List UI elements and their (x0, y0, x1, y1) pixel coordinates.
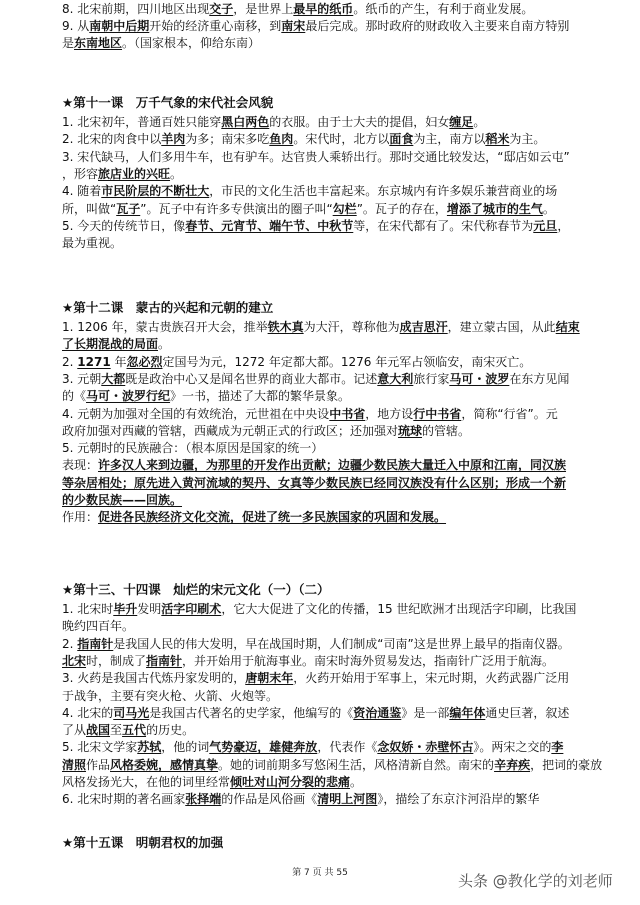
text-segment: 1. 北宋初年，普通百姓只能穿 (62, 115, 222, 129)
text-segment: 旅行家 (413, 372, 450, 386)
text-segment: ，并开始用于航海事业。南宋时海外贸易发达，指南针广泛用于航海。 (182, 654, 555, 668)
text-line (62, 619, 616, 634)
text-segment: 8. 北宋前期，四川地区出现 (62, 2, 210, 16)
text-segment: 的衣服。由于士大夫的提倡，妇女 (269, 115, 450, 129)
text-segment: 3. 宋代缺马，人们多用牛车，也有驴车。达官贵人乘轿出行。那时交通比较发达，“邸店如云屯” (62, 150, 570, 164)
key-term: 勾栏 (332, 202, 357, 216)
text-segment: 通史巨著，叙述 (485, 706, 570, 720)
text-segment: 为主。 (509, 132, 546, 146)
text-segment: ，它大大促进了文化的传播，15 世纪欧洲才出现活字印刷，比我国 (221, 602, 577, 616)
text-segment: 5. 元朝时的民族融合：（根本原因是国家的统一） (62, 441, 324, 455)
text-segment: 发明 (137, 602, 162, 616)
key-term: 许多汉人来到边疆，为那里的开发作出贡献；边疆少数民族大量迁入中原和江南，同汉族 (98, 458, 567, 472)
lesson-heading: ★第十五课 明朝君权的加强 (62, 835, 224, 850)
text-segment: 。 (542, 202, 555, 216)
text-segment: 。 (158, 337, 171, 351)
key-term: 交子 (209, 2, 234, 16)
key-term: 最早的纸币 (293, 2, 354, 16)
text-segment: 3. 火药是我国古代炼丹家发明的， (62, 671, 246, 685)
text-segment: 开始的经济重心南移，到 (149, 19, 282, 33)
text-segment: 的管辖。 (422, 424, 471, 438)
text-segment: 的《 (62, 389, 87, 403)
text-segment: 于战争，主要有突火枪、火箭、火炮等。 (62, 689, 279, 703)
key-term: 南朝中后期 (89, 19, 150, 33)
lesson-heading: ★第十二课 蒙古的兴起和元朝的建立 (62, 300, 274, 315)
text-segment: 1. 1206 年，蒙古贵族召开大会，推举 (62, 320, 268, 334)
key-term: 清照 (62, 758, 87, 772)
key-term: 瓦子 (116, 202, 141, 216)
text-segment: 。宋代时，北方以 (293, 132, 390, 146)
text-segment: 最为重视。 (62, 236, 123, 250)
text-line (62, 424, 616, 439)
text-segment: 既是政治中心又是闻名世界的商业大都市。记述 (125, 372, 378, 386)
key-term: 战国 (86, 723, 111, 737)
text-segment: 。她的词前期多写悠闲生活，风格清新自然。南宋的 (218, 758, 495, 772)
key-term: 忽必烈 (126, 355, 163, 369)
text-segment: ， (557, 219, 570, 233)
key-term: 李 (551, 740, 564, 754)
text-line (62, 637, 616, 652)
text-segment: 5. 北宋文学家 (62, 740, 138, 754)
text-segment: 4. 北宋的 (62, 706, 114, 720)
text-segment: 作用： (62, 510, 99, 524)
text-segment: 在东方见闻 (509, 372, 570, 386)
text-line (62, 407, 616, 422)
key-term: 春节、元宵节、端午节、中秋节 (185, 219, 354, 233)
text-line (62, 2, 616, 17)
key-term: 成吉思汗 (399, 320, 448, 334)
key-term: 倾吐对山河分裂的悲痛 (230, 775, 351, 789)
text-segment: 的作品是风俗画《 (221, 792, 318, 806)
text-segment: 2. (62, 637, 78, 651)
text-segment: 是我国人民的伟大发明，早在战国时期，人们制成“司南”这是世界上最早的指南仪器。 (113, 637, 570, 651)
key-term: 元旦 (533, 219, 558, 233)
text-segment: 为主，南方以 (413, 132, 486, 146)
text-segment: 4. 随着 (62, 184, 102, 198)
text-segment: ，市民的文化生活也丰富起来。东京城内有许多娱乐兼营商业的场 (209, 184, 558, 198)
lesson-heading: ★第十一课 万千气象的宋代社会风貌 (62, 95, 274, 110)
text-segment: ，他的词 (161, 740, 210, 754)
page-footer: 第 7 页 共 55 (292, 868, 348, 878)
key-term: 市民阶层的不断壮大 (101, 184, 210, 198)
key-term: 编年体 (449, 706, 486, 720)
key-term: 风格委婉，感情真挚 (110, 758, 219, 772)
text-segment: 。 (350, 775, 363, 789)
text-segment: 至 (110, 723, 123, 737)
text-segment: 2. (62, 355, 78, 369)
text-line (62, 36, 616, 51)
text-segment: 6. 北宋时期的著名画家 (62, 792, 186, 806)
text-line (62, 236, 616, 251)
text-segment: 年 (110, 355, 127, 369)
text-segment: 时，制成了 (86, 654, 147, 668)
text-line (62, 493, 616, 508)
text-segment: 3. 元朝 (62, 372, 102, 386)
text-segment: 》一书，描述了大都的繁华景象。 (170, 389, 351, 403)
key-term: 资治通鉴 (353, 706, 402, 720)
key-term: 苏轼 (137, 740, 162, 754)
key-term: 了长期混战的局面 (62, 337, 159, 351)
text-segment: 。（国家根本，仰给东南） (122, 36, 261, 50)
key-term: 意大利 (377, 372, 414, 386)
text-line (62, 184, 616, 199)
text-segment: 为大汗，尊称他为 (303, 320, 400, 334)
key-term: 活字印刷术 (161, 602, 222, 616)
text-segment: 。纸币的产生，有利于商业发展。 (353, 2, 534, 16)
key-term: 指南针 (77, 637, 114, 651)
text-line (62, 167, 616, 182)
text-line (62, 389, 616, 404)
text-segment: ，建立蒙古国，从此 (447, 320, 556, 334)
text-line (62, 740, 616, 755)
text-line (62, 510, 616, 525)
text-line (62, 654, 616, 669)
key-term: 北宋 (62, 654, 87, 668)
key-term: 羊肉 (161, 132, 186, 146)
text-line (62, 202, 616, 217)
text-line (62, 775, 616, 790)
text-segment: 9. 从 (62, 19, 90, 33)
key-term: 增添了城市的生气 (446, 202, 543, 216)
key-term: 行中书省 (413, 407, 462, 421)
text-line (62, 132, 616, 147)
key-term: 旅店业的兴旺 (98, 167, 171, 181)
text-segment: ，火药开始用于军事上，宋元时期，火药武器广泛用 (293, 671, 570, 685)
text-segment: 4. 元朝为加强对全国的有效统治，元世祖在中央设 (62, 407, 330, 421)
key-term: 促进各民族经济文化交流，促进了统一多民族国家的巩固和发展。 (98, 510, 447, 524)
text-segment: ，形容 (62, 167, 99, 181)
text-segment: 是 (62, 36, 75, 50)
key-term: 南宋 (281, 19, 306, 33)
key-term: 毕升 (113, 602, 138, 616)
text-segment: 的历史。 (146, 723, 195, 737)
text-line (62, 758, 616, 773)
text-segment: 等，在宋代都有了。宋代称春节为 (353, 219, 534, 233)
key-term: 的少数民族——回族。 (62, 493, 183, 507)
key-term: 黑白两色 (221, 115, 270, 129)
text-segment: ”。瓦子中有许多专供演出的圈子叫“ (140, 202, 333, 216)
text-segment: 晚约四百年。 (62, 619, 135, 633)
key-term: 马可・波罗行纪 (86, 389, 171, 403)
key-term: 指南针 (146, 654, 183, 668)
key-term: 大都 (101, 372, 126, 386)
text-segment: 是我国古代著名的史学家，他编写的《 (149, 706, 354, 720)
text-segment: 。 (170, 167, 183, 181)
key-term: 清明上河图 (317, 792, 378, 806)
text-line (62, 706, 616, 721)
text-line (62, 602, 616, 617)
key-term: 五代 (122, 723, 147, 737)
text-segment: 5. 今天的传统节日，像 (62, 219, 186, 233)
lesson-heading: ★第十三、十四课 灿烂的宋元文化（一）（二） (62, 582, 330, 597)
key-term: 唐朝末年 (245, 671, 294, 685)
text-segment: 。 (473, 115, 486, 129)
text-line (62, 320, 616, 335)
text-segment: 2. 北宋的肉食中以 (62, 132, 162, 146)
text-line (62, 458, 616, 473)
text-line (62, 476, 616, 491)
text-segment: ，代表作《 (317, 740, 378, 754)
text-line (62, 219, 616, 234)
key-term: 等杂居相处；原先进入黄河流域的契丹、女真等少数民族已经同汉族没有什么区别；形成一个新 (62, 476, 567, 490)
key-term: 司马光 (113, 706, 150, 720)
key-term: 面食 (389, 132, 414, 146)
key-term: 念奴娇・赤壁怀古 (377, 740, 474, 754)
text-line (62, 19, 616, 34)
text-segment: ，是世界上 (233, 2, 294, 16)
key-term: 马可・波罗 (449, 372, 510, 386)
text-line (62, 355, 616, 370)
text-segment: 作品 (86, 758, 111, 772)
text-line (62, 723, 616, 738)
key-term: 铁木真 (267, 320, 304, 334)
key-term: 气势豪迈，雄健奔放 (209, 740, 318, 754)
text-line (62, 792, 616, 807)
text-segment: 了从 (62, 723, 87, 737)
text-line (62, 337, 616, 352)
text-line (62, 689, 616, 704)
key-term: 缠足 (449, 115, 474, 129)
text-line (62, 671, 616, 686)
key-term: 琉球 (398, 424, 423, 438)
text-segment: ”。瓦子的存在， (356, 202, 447, 216)
text-segment: 》，描绘了东京汴河沿岸的繁华 (377, 792, 540, 806)
key-term: 鱼肉 (269, 132, 294, 146)
key-term: 稻米 (485, 132, 510, 146)
watermark: 头条 @教化学的刘老师 (458, 872, 613, 890)
key-term: 结束 (555, 320, 580, 334)
key-term: 中书省 (329, 407, 366, 421)
text-line (62, 150, 616, 165)
text-segment: 风格发扬光大，在他的词里经常 (62, 775, 231, 789)
text-segment: ，把词的豪放 (530, 758, 603, 772)
text-line (62, 441, 616, 456)
text-segment: 定国号为元，1272 年定都大都。1276 年元军占领临安，南宋灭亡。 (162, 355, 532, 369)
key-term: 辛弃疾 (494, 758, 531, 772)
text-line (62, 372, 616, 387)
key-term: 1271 (77, 355, 111, 369)
text-segment: 表现： (62, 458, 99, 472)
key-term: 张择端 (185, 792, 222, 806)
text-line (62, 115, 616, 130)
text-segment: 1. 北宋时 (62, 602, 114, 616)
text-segment: 为多；南宋多吃 (185, 132, 270, 146)
text-segment: 所，叫做“ (62, 202, 117, 216)
text-segment: 最后完成。那时政府的财政收入主要来自南方特别 (305, 19, 570, 33)
text-segment: 》是一部 (401, 706, 450, 720)
text-segment: ，简称“行省”。元 (461, 407, 558, 421)
text-segment: 》。两宋之交的 (473, 740, 552, 754)
text-segment: 政府加强对西藏的管辖，西藏成为元朝正式的行政区；还加强对 (62, 424, 399, 438)
key-term: 东南地区 (74, 36, 123, 50)
text-segment: ，地方设 (365, 407, 414, 421)
